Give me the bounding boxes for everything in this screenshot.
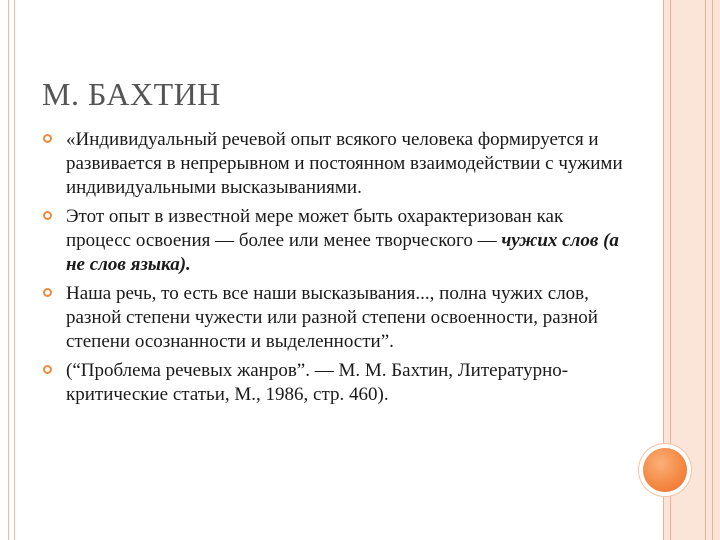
bullet-item <box>42 359 632 407</box>
bullet-text: «Индивидуальный речевой опыт всякого человека формируется и развивается в непрерывном и постоянном взаимодействии с чужими индивидуальными высказываниями. <box>66 129 623 198</box>
bullet-list <box>42 128 632 412</box>
bullet-item <box>42 205 632 277</box>
bullet-item <box>42 282 632 354</box>
circle-bullet-icon <box>43 288 52 297</box>
circle-bullet-icon <box>43 211 52 220</box>
bullet-text: Этот опыт в известной мере может быть охарактеризован как процесс освоения — более или менее творческого — <box>66 206 564 251</box>
left-border-line <box>14 0 15 540</box>
left-border-line <box>8 0 9 540</box>
decorative-orb <box>643 448 687 492</box>
bullet-emphasis: чужих слов (а не слов языка). <box>66 230 619 275</box>
slide-title: М. БАХТИН <box>42 76 221 112</box>
bullet-text: Наша речь, то есть все наши высказывания..., полна чужих слов, разной степени чужести или разной степени освоенности, разной степени осознанности и выделенности”. <box>66 283 598 352</box>
right-border-line <box>712 0 713 540</box>
bullet-item <box>42 128 632 200</box>
circle-bullet-icon <box>43 134 52 143</box>
bullet-text: (“Проблема речевых жанров”. — М. М. Бахтин, Литературно-критические статьи, М., 1986, стр. 460). <box>66 360 569 405</box>
circle-bullet-icon <box>43 365 52 374</box>
right-border-line <box>705 0 706 540</box>
